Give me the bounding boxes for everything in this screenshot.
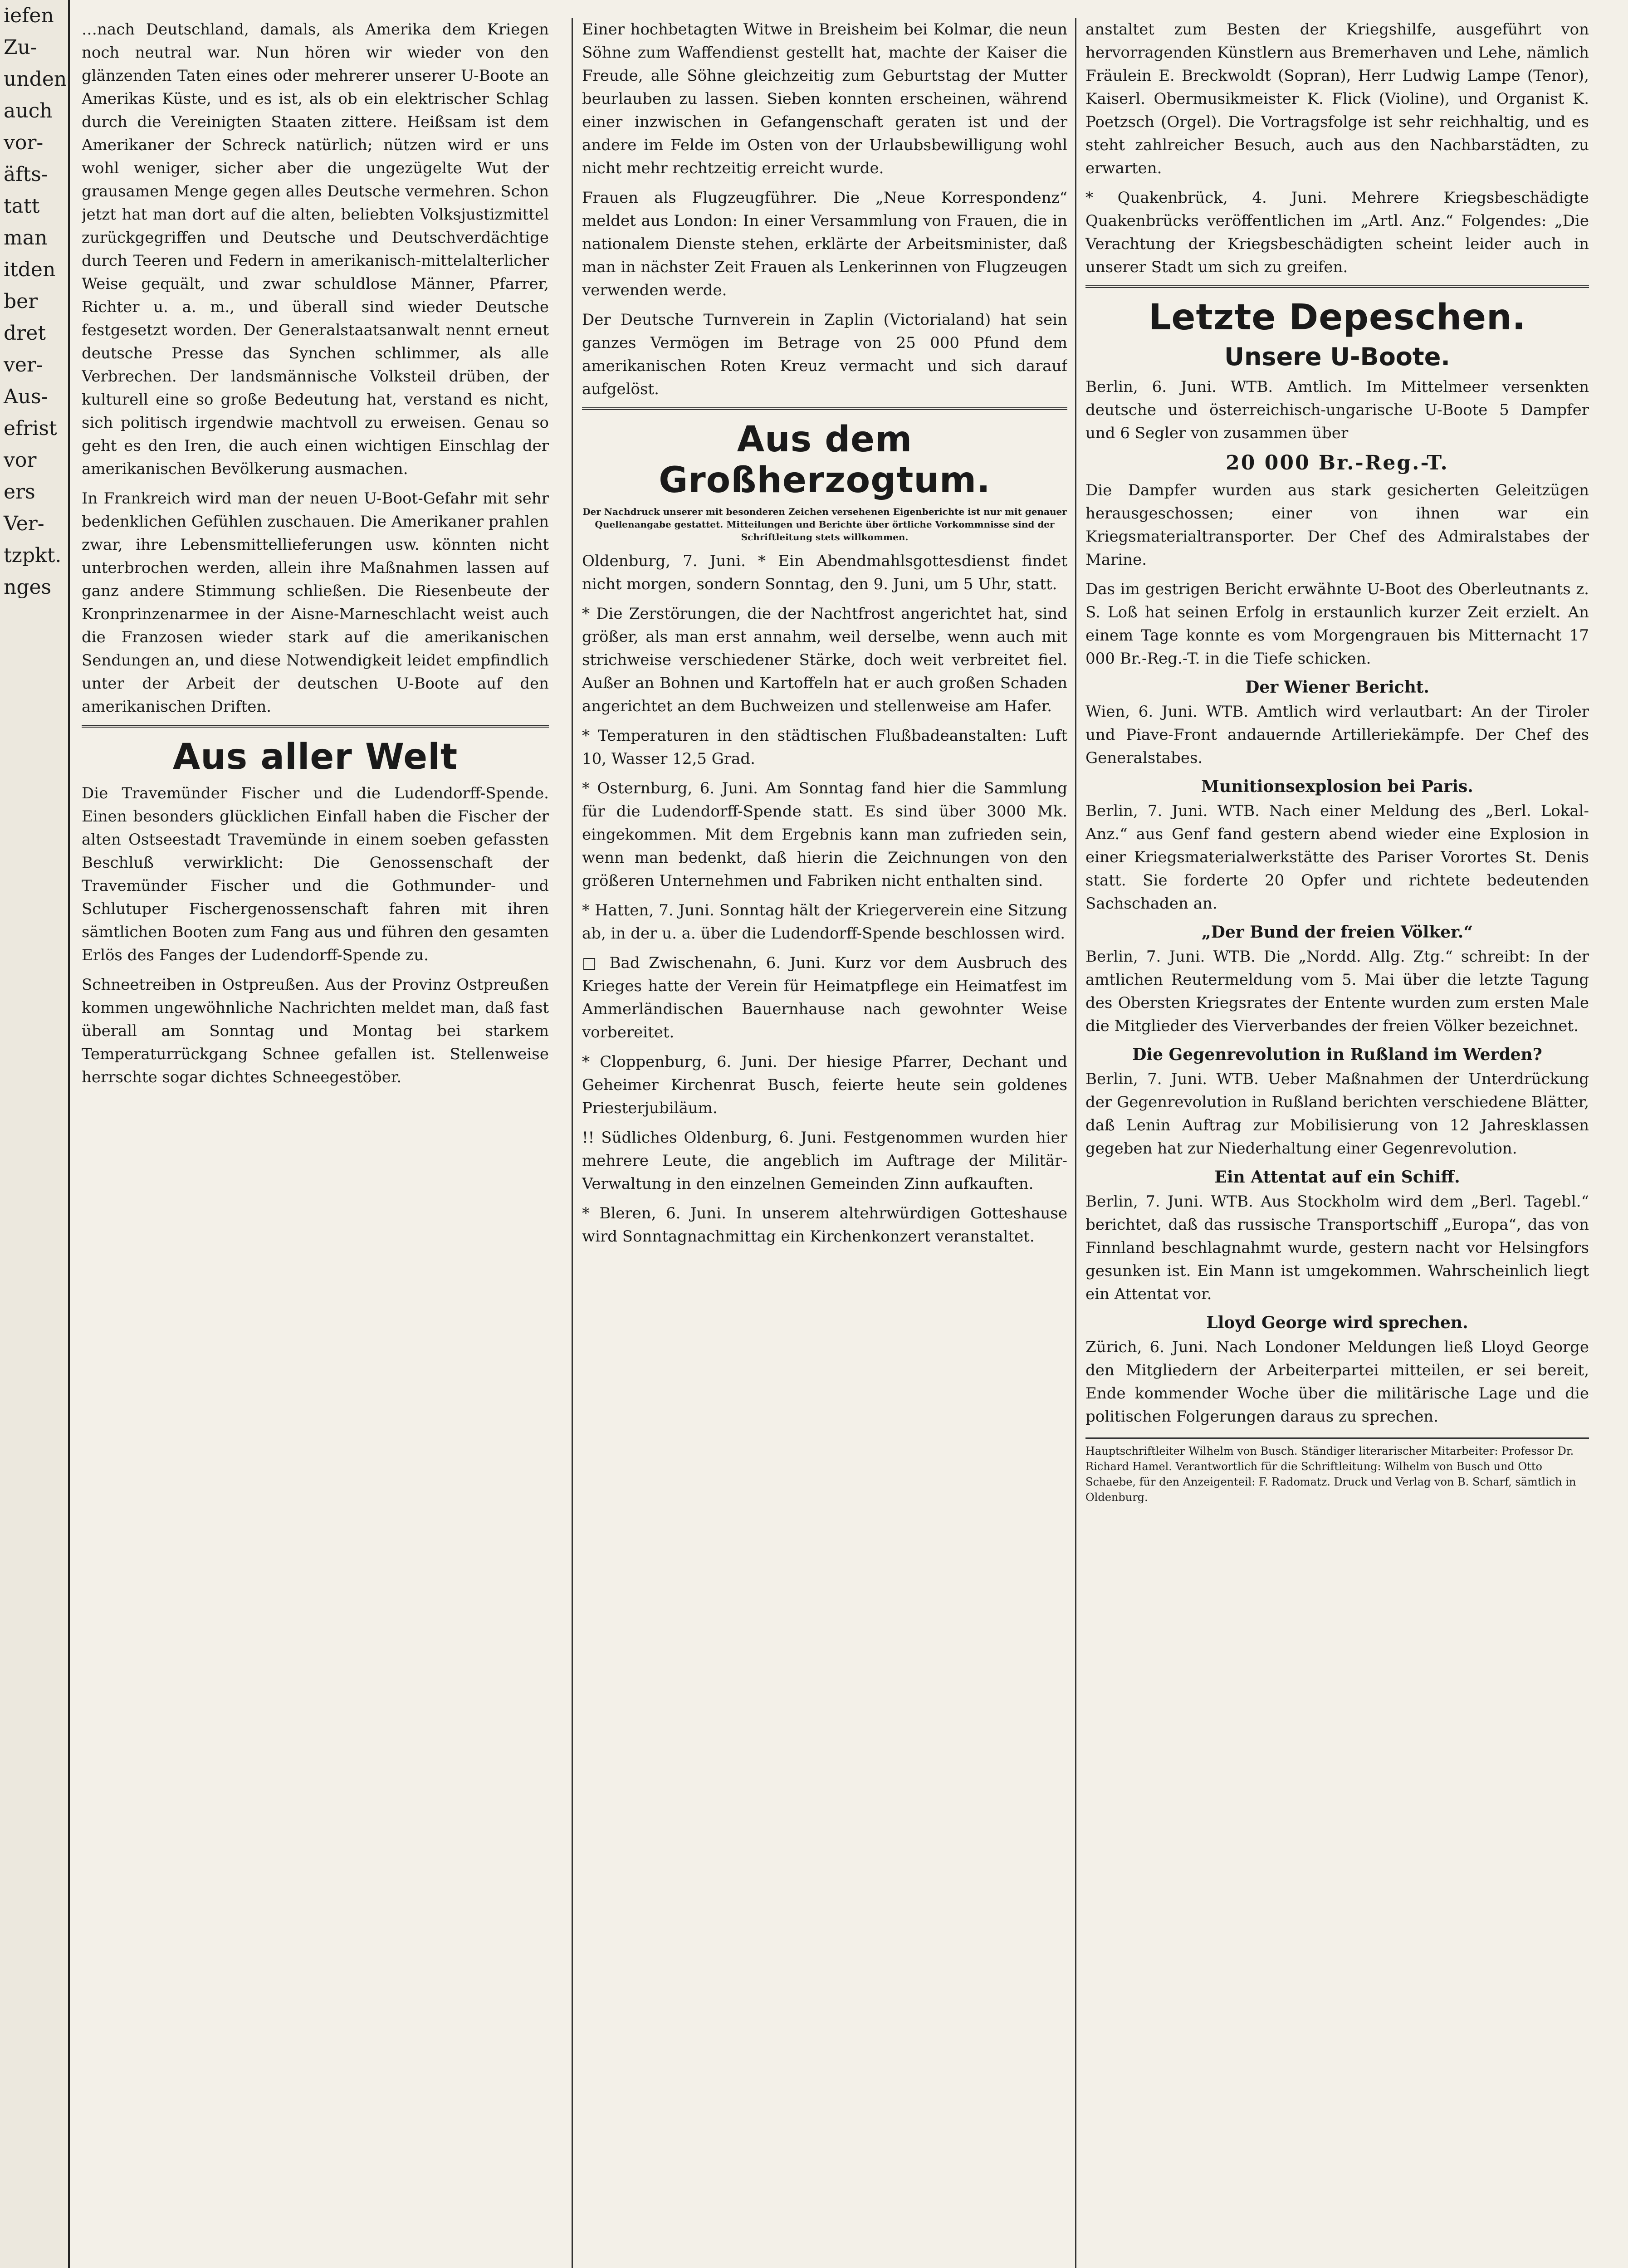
strip-line: itden [4,258,56,281]
article-paragraph: anstaltet zum Besten der Kriegshilfe, ausgeführt von hervorragenden Künstlern aus Bremerhaven und Lehe, nämlich Fräulein E. Breckwoldt (Sopran), Herr Ludwig Lampe (Tenor), Kaiserl. Obermusikmeister K. Flick (Violine), und Organist K. Poetzsch (Orgel). Die Vortragsfolge ist sehr reichhaltig, und es steht zahlreicher Besuch, auch aus den Nachbarstädten, zu erwarten. [1085,20,1589,177]
column-1 [82,18,549,2268]
imprint: Hauptschriftleiter Wilhelm von Busch. Ständiger literarischer Mitarbeiter: Professor Dr. Richard Hamel. Verantwortlich für die Schriftleitung: Wilhelm von Busch und Otto Schaebe, für den Anzeigenteil: F. Radomatz. Druck und Verlag von B. Scharf, sämtlich in Oldenburg. [1085,1437,1589,1505]
left-cut-column [0,0,70,2268]
strip-line: Zu- [4,36,37,59]
strip-line: dret [4,322,46,345]
article-paragraph: Berlin, 7. Juni. WTB. Nach einer Meldung des „Berl. Lokal-Anz.“ aus Genf fand gestern abend wieder eine Explosion in einer Kriegsmaterialwerkstätte des Pariser Vorortes St. Denis statt. Sie forderte 20 Opfer und richtete bedeutenden Sachschaden an. [1085,802,1589,913]
article-paragraph: Der Deutsche Turnverein in Zaplin (Victorialand) hat sein ganzes Vermögen im Betrage von 25 000 Pfund dem amerikanischen Roten Kreuz vermacht und sich darauf aufgelöst. [582,311,1067,398]
divider [582,407,1067,410]
tonnage-figure: 20 000 Br.-Reg.-T. [1226,451,1449,474]
subheading: Der Wiener Bericht. [1245,678,1429,697]
article-paragraph: □ Bad Zwischenahn, 6. Juni. Kurz vor dem Ausbruch des Krieges hatte der Verein für Heimatpflege ein Heimatfest im Ammerländischen Bauernhause nach gewohnter Weise vorbereitet. [582,954,1067,1041]
strip-line: tatt [4,195,40,218]
article-paragraph: Das im gestrigen Bericht erwähnte U-Boot des Oberleutnants z. S. Loß hat seinen Erfolg in erstaunlich kurzer Zeit erzielt. An einem Tage konnte es vom Morgengrauen bis Mitternacht 17 000 Br.-Reg.-T. in die Tiefe schicken. [1085,580,1589,668]
strip-line: man [4,226,48,249]
article-paragraph: * Hatten, 7. Juni. Sonntag hält der Kriegerverein eine Sitzung ab, in der u. a. über die Ludendorff-Spende beschlossen wird. [582,901,1067,943]
section-note: Der Nachdruck unserer mit besonderen Zeichen versehenen Eigenberichte ist nur mit genauer Quellenangabe gestattet. Mitteilungen und Berichte über örtliche Vorkommnisse sind der Schriftleitung stets willkommen. [582,506,1067,543]
subheading: „Der Bund der freien Völker.“ [1201,923,1473,942]
article-paragraph: * Quakenbrück, 4. Juni. Mehrere Kriegsbeschädigte Quakenbrücks veröffentlichen im „Artl. Anz.“ Folgendes: „Die Verachtung der Kriegsbeschädigten scheint leider auch in unserer Stadt um sich zu greifen. [1085,189,1589,276]
strip-line: ers [4,480,35,503]
strip-line: tzpkt. [4,544,62,567]
strip-line: ver- [4,353,43,376]
article-paragraph: Berlin, 6. Juni. WTB. Amtlich. Im Mittelmeer versenkten deutsche und österreichisch-ungarische U-Boote 5 Dampfer und 6 Segler von zusammen über [1085,378,1589,442]
subheading: Lloyd George wird sprechen. [1206,1313,1468,1332]
strip-line: ber [4,290,38,313]
column-3 [1075,18,1589,2268]
strip-line: auch [4,99,53,122]
article-paragraph: In Frankreich wird man der neuen U-Boot-Gefahr mit sehr bedenklichen Gefühlen zuschauen. Die Amerikaner prahlen zwar, ihre Lebensmittellieferungen usw. könnten nicht unterbrochen werden, allein ihre Maßnahmen lassen auf ganz andere Stimmung schließen. Die Riesenbeute der Kronprinzenarmee in der Aisne-Marneschlacht weist auch die Franzosen wieder stark auf die amerikanischen Sendungen an, und diese Notwendigkeit leidet empfindlich unter der Arbeit der deutschen U-Boote auf den amerikanischen Driften. [82,489,549,716]
section-title-aus-aller-welt: Aus aller Welt [172,737,458,777]
divider [82,725,549,728]
strip-line: vor- [4,131,44,154]
divider [1085,285,1589,288]
article-paragraph: Die Travemünder Fischer und die Ludendorff-Spende. Einen besonders glücklichen Einfall haben die Fischer der alten Ostseestadt Travemünde in einem soeben gefassten Beschluß verwirklicht: Die Genossenschaft der Travemünder Fischer und die Gothmunder- und Schlutuper Fischergenossenschaft fahren mit ihren sämtlichen Booten zum Fang aus und führen den gesamten Erlös des Fanges der Ludendorff-Spende zu. [82,784,549,964]
subsection-title: Unsere U-Boote. [1224,342,1450,371]
article-paragraph: Berlin, 7. Juni. WTB. Aus Stockholm wird dem „Berl. Tagebl.“ berichtet, daß das russische Transportschiff „Europa“, das von Finnland beschlagnahmt wurde, gestern nacht vor Helsingfors gesunken ist. Ein Mann ist umgekommen. Wahrscheinlich liegt ein Attentat vor. [1085,1193,1589,1303]
article-paragraph: * Temperaturen in den städtischen Flußbadeanstalten: Luft 10, Wasser 12,5 Grad. [582,727,1067,768]
article-paragraph: * Die Zerstörungen, die der Nachtfrost angerichtet hat, sind größer, als man erst annahm, weil derselbe, wenn auch mit strichweise verschiedener Stärke, doch weit verbreitet fiel. Außer an Bohnen und Kartoffeln hat er auch großen Schaden angerichtet an dem Buchweizen und stellenweise am Hafer. [582,605,1067,715]
strip-line: iefen [4,4,54,27]
strip-line: unden [4,68,67,91]
column-2 [572,18,1067,2268]
subheading: Ein Attentat auf ein Schiff. [1214,1168,1460,1187]
strip-line: Aus- [4,385,48,408]
article-paragraph: * Cloppenburg, 6. Juni. Der hiesige Pfarrer, Dechant und Geheimer Kirchenrat Busch, feierte heute sein goldenes Priesterjubiläum. [582,1053,1067,1117]
strip-line: Ver- [4,512,44,535]
article-paragraph: Berlin, 7. Juni. WTB. Die „Nordd. Allg. Ztg.“ schreibt: In der amtlichen Reutermeldung vom 5. Mai über die letzte Tagung des Obersten Kriegsrates der Entente wurden zum ersten Male die Mitglieder des Vierverbandes der freien Völker bezeichnet. [1085,948,1589,1035]
article-paragraph: …nach Deutschland, damals, als Amerika dem Kriegen noch neutral war. Nun hören wir wieder von den glänzenden Taten eines oder mehrerer unserer U-Boote an Amerikas Küste, und es ist, als ob ein elektrischer Schlag durch die Vereinigten Staaten zittere. Heißsam ist dem Amerikaner der Schreck natürlich; nützen wird er uns wohl weniger, sicher aber die ungezügelte Wut der grausamen Menge gegen alles Deutsche vermehren. Schon jetzt hat man dort auf die alten, beliebten Volksjustizmittel zurückgegriffen und Deutsche und Deutschverdächtige durch Teeren und Federn in amerikanisch-mittelalterlicher Weise gequält, und zwar schuldlose Männer, Pfarrer, Richter u. a. m., und überall sind wieder Deutsche festgesetzt worden. Der Generalstaatsanwalt nennt erneut deutsche Presse das Synchen schlimmer, als alle Verbrechen. Der landsmännische Volksteil drüben, der kulturell eine so große Bedeutung hat, verstand es nicht, sich politisch irgendwie machtvoll zu erweisen. Genau so geht es den Iren, die auch einen wichtigen Einschlag der amerikanischen Bevölkerung ausmachen. [82,20,549,478]
article-paragraph: !! Südliches Oldenburg, 6. Juni. Festgenommen wurden hier mehrere Leute, die angeblich im Auftrage der Militär-Verwaltung in den einzelnen Gemeinden Zinn aufkauften. [582,1129,1067,1193]
subheading: Die Gegenrevolution in Rußland im Werden? [1132,1045,1542,1064]
article-paragraph: * Bleren, 6. Juni. In unserem altehrwürdigen Gotteshause wird Sonntagnachmittag ein Kirchenkonzert veranstaltet. [582,1204,1067,1246]
article-paragraph: Frauen als Flugzeugführer. Die „Neue Korrespondenz“ meldet aus London: In einer Versammlung von Frauen, die in nationalem Dienste stehen, erklärte der Arbeitsminister, daß man in nächster Zeit Frauen als Lenkerinnen von Flugzeugen verwenden werde. [582,189,1067,299]
article-paragraph: Wien, 6. Juni. WTB. Amtlich wird verlautbart: An der Tiroler und Piave-Front andauernde Artilleriekämpfe. Der Chef des Generalstabes. [1085,703,1589,767]
article-paragraph: Schneetreiben in Ostpreußen. Aus der Provinz Ostpreußen kommen ungewöhnliche Nachrichten meldet man, daß fast überall am Sonntag und Montag bei starkem Temperaturrückgang Schnee gefallen ist. Stellenweise herrschte sogar dichtes Schneegestöber. [82,976,549,1086]
article-paragraph: Die Dampfer wurden aus stark gesicherten Geleitzügen herausgeschossen; einer von ihnen war ein Kriegsmaterialtransporter. Der Chef des Admiralstabes der Marine. [1085,481,1589,569]
article-paragraph: Einer hochbetagten Witwe in Breisheim bei Kolmar, die neun Söhne zum Waffendienst gestellt hat, machte der Kaiser die Freude, alle Söhne gleichzeitig zum Geburtstag der Mutter beurlauben zu lassen. Sieben konnten erscheinen, während einer inzwischen in Gefangenschaft geraten ist und der andere im Felde im Osten von der Urlaubsbewilligung wohl nicht mehr rechtzeitig erreicht wurde. [582,20,1067,177]
article-paragraph: Oldenburg, 7. Juni. * Ein Abendmahlsgottesdienst findet nicht morgen, sondern Sonntag, den 9. Juni, um 5 Uhr, statt. [582,552,1067,593]
strip-line: nges [4,576,52,599]
strip-line: äfts- [4,163,48,186]
subheading: Munitionsexplosion bei Paris. [1201,777,1473,796]
section-title-grossherzogtum: Aus dem Großherzogtum. [659,419,991,501]
article-paragraph: Zürich, 6. Juni. Nach Londoner Meldungen ließ Lloyd George den Mitgliedern der Arbeiterpartei mitteilen, er sei bereit, Ende kommender Woche über die militärische Lage und die politischen Folgerungen daraus zu sprechen. [1085,1338,1589,1426]
section-title-letzte-depeschen: Letzte Depeschen. [1148,297,1526,338]
article-paragraph: Berlin, 7. Juni. WTB. Ueber Maßnahmen der Unterdrückung der Gegenrevolution in Rußland berichten verschiedene Blätter, daß Lenin Auftrag zur Mobilisierung von 12 Jahresklassen gegeben hat zur Niederhaltung einer Gegenrevolution. [1085,1070,1589,1158]
strip-line: efrist [4,417,57,440]
article-paragraph: * Osternburg, 6. Juni. Am Sonntag fand hier die Sammlung für die Ludendorff-Spende statt. Es sind über 3000 Mk. eingekommen. Mit dem Ergebnis kann man zufrieden sein, wenn man bedenkt, daß hierin die Zeichnungen von den größeren Unternehmen und Fabriken nicht enthalten sind. [582,779,1067,890]
strip-line: vor [4,449,37,472]
